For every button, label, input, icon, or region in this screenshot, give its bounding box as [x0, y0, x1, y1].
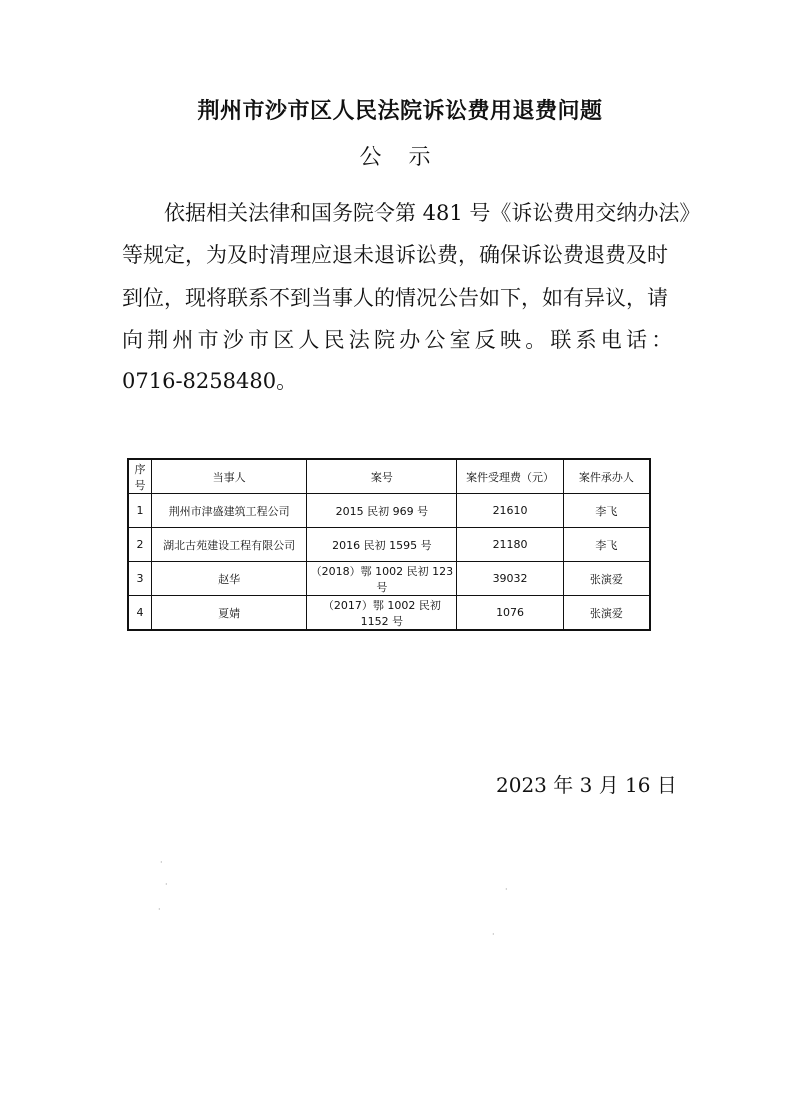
scan-speck: ·	[158, 905, 161, 914]
body-line: 依据相关法律和国务院令第 481 号《诉讼费用交纳办法》	[164, 201, 701, 225]
header-fee: 案件受理费（元）	[457, 459, 563, 494]
body-line: 等规定，为及时清理应退未退诉讼费，确保诉讼费退费及时	[122, 243, 668, 267]
table-row	[128, 494, 650, 528]
cell-party: 荆州市津盛建筑工程公司	[151, 494, 307, 528]
document-subtitle: 公 示	[359, 145, 441, 170]
scan-speck: ·	[165, 880, 168, 889]
cell-fee: 21180	[457, 528, 563, 562]
body-line: 0716-8258480。	[122, 369, 298, 393]
cell-serial: 2	[128, 528, 151, 562]
scan-speck: ·	[492, 930, 495, 939]
table-row	[128, 528, 650, 562]
cell-party: 夏婧	[151, 596, 307, 631]
cell-case-number: （2017）鄂 1002 民初 1152 号	[307, 596, 457, 631]
cell-case-number: 2015 民初 969 号	[307, 494, 457, 528]
header-case-number: 案号	[307, 459, 457, 494]
cell-judge: 李飞	[563, 528, 650, 562]
body-line: 到位，现将联系不到当事人的情况公告如下，如有异议，请	[122, 286, 668, 310]
cell-judge: 张演爱	[563, 562, 650, 596]
cell-judge: 李飞	[563, 494, 650, 528]
body-line: 向荆州市沙市区人民法院办公室反映。联系电话：	[122, 328, 677, 352]
scan-speck: ·	[160, 858, 163, 867]
document-title: 荆州市沙市区人民法院诉讼费用退费问题	[197, 98, 603, 124]
table-header-row	[128, 459, 650, 494]
cell-serial: 3	[128, 562, 151, 596]
notice-date: 2023 年 3 月 16 日	[496, 773, 677, 797]
table-row	[128, 562, 650, 596]
header-serial: 序号	[128, 459, 151, 494]
cell-fee: 1076	[457, 596, 563, 631]
cell-fee: 39032	[457, 562, 563, 596]
cell-case-number: （2018）鄂 1002 民初 123 号	[307, 562, 457, 596]
scan-speck: ·	[505, 885, 508, 894]
cell-case-number: 2016 民初 1595 号	[307, 528, 457, 562]
header-party: 当事人	[151, 459, 307, 494]
cell-party: 湖北古苑建设工程有限公司	[151, 528, 307, 562]
table-row	[128, 596, 650, 631]
cell-serial: 4	[128, 596, 151, 631]
cell-serial: 1	[128, 494, 151, 528]
cell-judge: 张演爱	[563, 596, 650, 631]
header-judge: 案件承办人	[563, 459, 650, 494]
cell-party: 赵华	[151, 562, 307, 596]
refund-table	[127, 458, 651, 631]
cell-fee: 21610	[457, 494, 563, 528]
